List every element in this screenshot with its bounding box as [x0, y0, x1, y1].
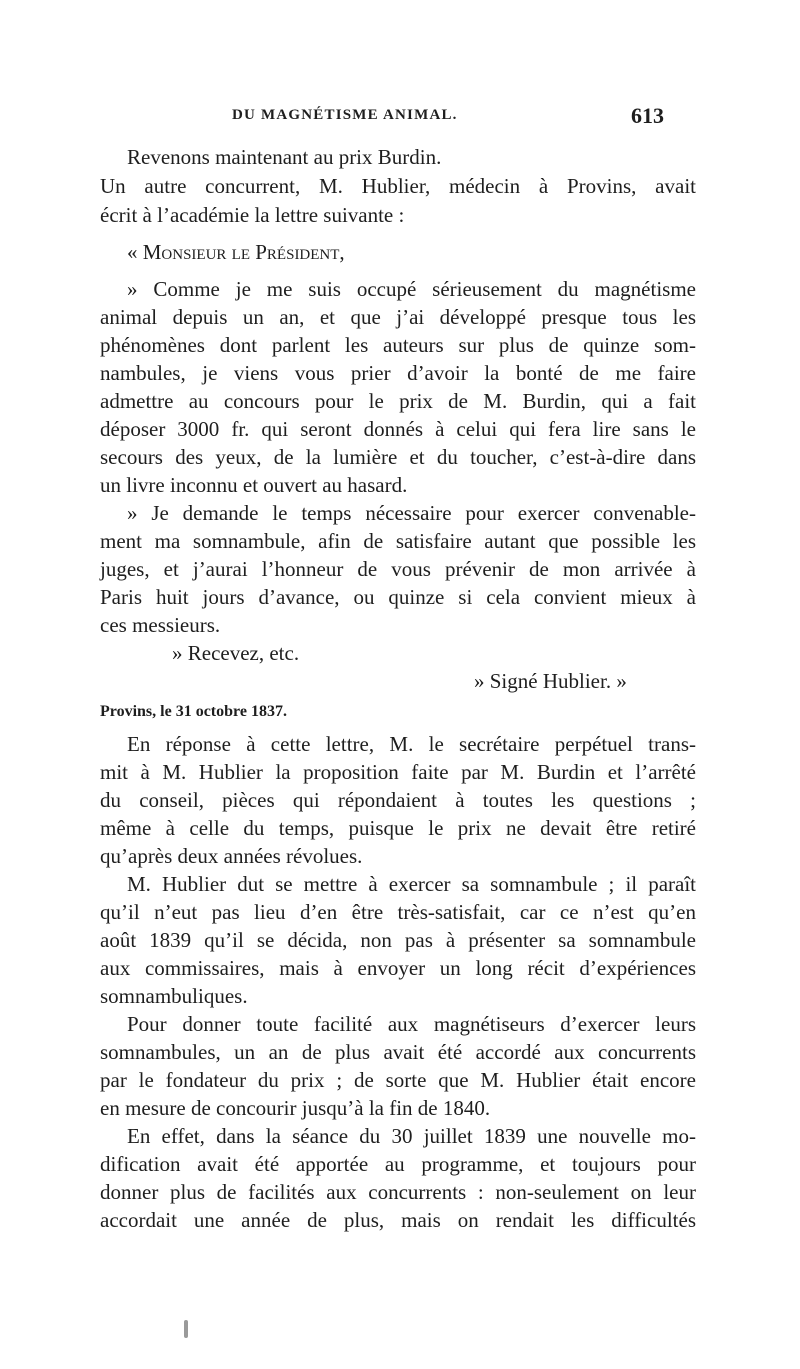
text-line: juges, et j’aurai l’honneur de vous prévenir de mon arrivée à — [100, 557, 696, 581]
running-title: DU MAGNÉTISME ANIMAL. — [232, 107, 458, 123]
text-line: en mesure de concourir jusqu’à la fin de 1840. — [100, 1096, 491, 1120]
text-line: » Je demande le temps nécessaire pour exercer convenable- — [127, 501, 696, 525]
text-line: un livre inconnu et ouvert au hasard. — [100, 473, 408, 497]
text-line: dification avait été apportée au programme, et toujours pour — [100, 1152, 696, 1176]
text-line: Paris huit jours d’avance, ou quinze si cela convient mieux à — [100, 585, 696, 609]
dateline: Provins, le 31 octobre 1837. — [100, 703, 287, 720]
text-line: M. Hublier dut se mettre à exercer sa somnambule ; il paraît — [127, 872, 696, 896]
text-line: même à celle du temps, puisque le prix ne devait être retiré — [100, 816, 696, 840]
text-line: du conseil, pièces qui répondaient à toutes les questions ; — [100, 788, 696, 812]
text-line: animal depuis un an, et que j’ai développé presque tous les — [100, 305, 696, 329]
text-line: accordait une année de plus, mais on rendait les difficultés — [100, 1208, 696, 1232]
signature-line: » Signé Hublier. » — [474, 669, 627, 693]
closing-line: » Recevez, etc. — [172, 641, 300, 665]
text-line: Un autre concurrent, M. Hublier, médecin à Provins, avait — [100, 174, 696, 198]
text-line: nambules, je viens vous prier d’avoir la bonté de me faire — [100, 361, 696, 385]
text-line: Pour donner toute facilité aux magnétiseurs d’exercer leurs — [127, 1012, 696, 1036]
text-line: ces messieurs. — [100, 613, 221, 637]
salutation: « Monsieur le Président, — [127, 240, 345, 264]
text-line: Revenons maintenant au prix Burdin. — [127, 145, 442, 169]
ink-speck — [184, 1320, 188, 1338]
text-line: somnambules, un an de plus avait été accordé aux concurrents — [100, 1040, 696, 1064]
text-line: ment ma somnambule, afin de satisfaire autant que possible les — [100, 529, 696, 553]
text-line: par le fondateur du prix ; de sorte que M. Hublier était encore — [100, 1068, 696, 1092]
text-line: somnambuliques. — [100, 984, 248, 1008]
text-line: août 1839 qu’il se décida, non pas à présenter sa somnambule — [100, 928, 696, 952]
text-line: donner plus de facilités aux concurrents : non-seulement on leur — [100, 1180, 696, 1204]
text-line: qu’il n’eut pas lieu d’en être très-satisfait, car ce n’est qu’en — [100, 900, 696, 924]
text-line: déposer 3000 fr. qui seront donnés à celui qui fera lire sans le — [100, 417, 696, 441]
text-line: En effet, dans la séance du 30 juillet 1839 une nouvelle mo- — [127, 1124, 696, 1148]
page-number: 613 — [631, 103, 664, 128]
text-line: secours des yeux, de la lumière et du toucher, c’est-à-dire dans — [100, 445, 696, 469]
text-line: » Comme je me suis occupé sérieusement du magnétisme — [127, 277, 696, 301]
running-head — [232, 103, 664, 133]
text-line: phénomènes dont parlent les auteurs sur plus de quinze som- — [100, 333, 696, 357]
text-line: écrit à l’académie la lettre suivante : — [100, 203, 405, 227]
text-line: aux commissaires, mais à envoyer un long récit d’expériences — [100, 956, 696, 980]
text-line: qu’après deux années révolues. — [100, 844, 363, 868]
text-line: mit à M. Hublier la proposition faite par M. Burdin et l’arrêté — [100, 760, 696, 784]
text-line: En réponse à cette lettre, M. le secrétaire perpétuel trans- — [127, 732, 696, 756]
text-line: admettre au concours pour le prix de M. Burdin, qui a fait — [100, 389, 696, 413]
